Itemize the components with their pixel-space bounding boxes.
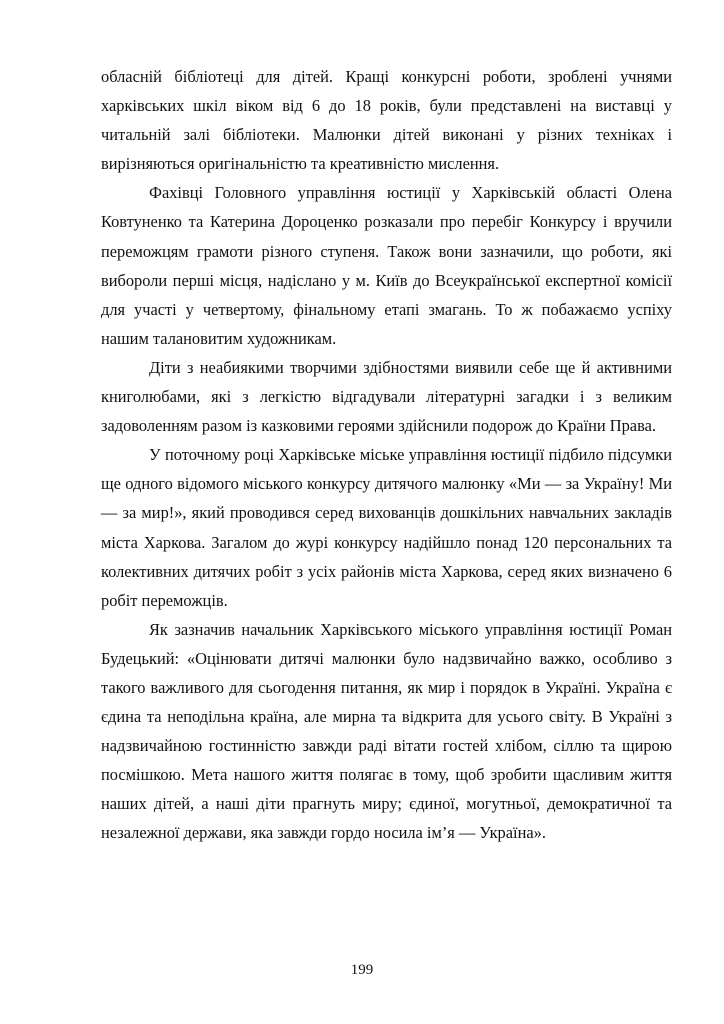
paragraph-1: обласній бібліотеці для дітей. Кращі конкурсні роботи, зроблені учнями харківських шкіл віком від 6 до 18 років, були представлені на виставці у читальній залі бібліотеки. Малюнки дітей виконані у різних техніках і вирізняються оригінальністю та креативністю мислення. (101, 67, 672, 174)
paragraph-5: Як зазначив начальник Харківського міського управління юстиції Роман Будецький: «Оцінювати дитячі малюнки було надзвичайно важко, особливо з такого важливого для сьогодення питання, як мир і порядок в Україні. Україна є єдина та неподільна країна, але мирна та відкрита для усього світу. В Україні з надзвичайною гостинністю завжди раді вітати гостей хлібом, сіллю та щирою посмішкою. Мета нашого життя полягає в тому, щоб зробити щасливим життя наших дітей, а наші діти прагнуть миру; єдиної, могутньої, демократичної та незалежної держави, яка завжди гордо носила ім’я — Україна». (101, 619, 672, 843)
paragraph-4: У поточному році Харківське міське управління юстиції підбило підсумки ще одного відомого міського конкурсу дитячого малюнку «Ми — за Україну! Ми — за мир!», який проводився серед вихованців дошкільних навчальних закладів міста Харкова. Загалом до журі конкурсу надійшло понад 120 персональних та колективних дитячих робіт з усіх районів міста Харкова, серед яких визначено 6 робіт переможців. (101, 445, 672, 610)
page-number: 199 (350, 962, 374, 978)
paragraph-2: Фахівці Головного управління юстиції у Харківській області Олена Ковтуненко та Катерина Дороценко розказали про перебіг Конкурсу і вручили переможцям грамоти різного ступеня. Також вони зазначили, що роботи, які вибороли перші місця, надіслано у м. Київ до Всеукраїнської експертної комісії для участі у четвертому, фінальному етапі змагань. То ж побажаємо успіху нашим талановитим художникам. (101, 183, 672, 348)
paragraph-3: Діти з неабиякими творчими здібностями виявили себе ще й активними книголюбами, які з легкістю відгадували літературні загадки і з великим задоволенням разом із казковими героями здійснили подорож до Країни Права. (101, 357, 672, 436)
document-body (101, 62, 672, 848)
